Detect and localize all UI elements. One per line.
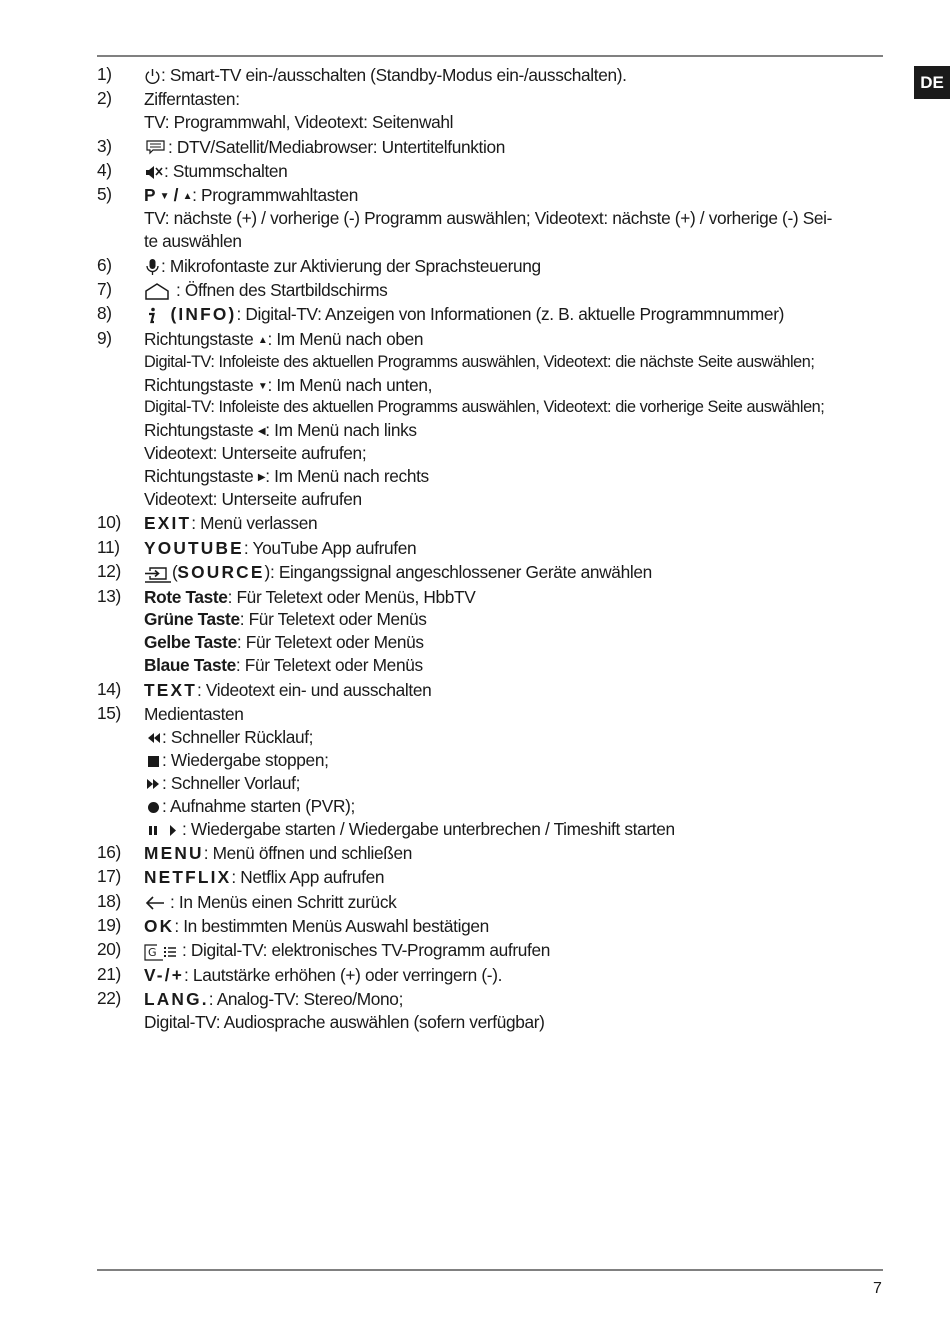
item-number: 11) — [97, 536, 120, 557]
key-separator: / — [173, 185, 179, 206]
item-text: : Schneller Rücklauf; — [162, 726, 314, 747]
program-guide-icon — [144, 943, 182, 961]
list-item — [97, 679, 897, 702]
microphone-icon — [144, 258, 161, 277]
item-text: Videotext: Unterseite aufrufen; — [144, 443, 367, 464]
item-number: 10) — [97, 512, 121, 533]
list-item — [97, 184, 897, 253]
item-text: : Schneller Vorlauf; — [162, 772, 301, 793]
list-item — [97, 842, 897, 865]
list-item — [97, 586, 897, 678]
item-text: TV: Programmwahl, Videotext: Seitenwahl — [144, 112, 454, 133]
item-number: 7) — [97, 279, 112, 300]
input-source-icon — [144, 565, 172, 583]
key-label: NETFLIX — [144, 867, 232, 888]
triangle-up-icon: ▲ — [257, 334, 268, 346]
mute-icon — [144, 164, 164, 181]
bottom-rule — [97, 1269, 883, 1271]
list-item — [97, 561, 897, 584]
key-label: EXIT — [144, 513, 192, 534]
list-item — [97, 64, 897, 87]
language-tab: DE — [914, 66, 950, 99]
list-item — [97, 891, 897, 914]
record-icon — [144, 800, 162, 814]
item-number: 5) — [97, 184, 112, 205]
triangle-down-icon: ▼ — [257, 380, 268, 392]
color-key-label: Rote Taste — [144, 586, 228, 607]
item-text: te auswählen — [144, 231, 242, 252]
key-label: MENU — [144, 842, 204, 863]
list-item — [97, 964, 897, 987]
item-text: Richtungstaste — [144, 328, 254, 349]
item-number: 15) — [97, 703, 121, 724]
item-number: 14) — [97, 678, 121, 699]
item-number: 8) — [97, 303, 112, 324]
color-key-label: Grüne Taste — [144, 609, 240, 630]
top-rule — [97, 55, 883, 57]
rewind-icon — [144, 731, 162, 745]
info-icon — [144, 307, 166, 325]
home-icon — [144, 282, 176, 300]
list-item — [97, 303, 897, 326]
item-number: 18) — [97, 890, 121, 911]
list-item — [97, 160, 897, 183]
item-number: 1) — [97, 64, 112, 84]
item-text: Richtungstaste — [144, 420, 254, 441]
item-number: 20) — [97, 939, 121, 960]
item-text: : Für Teletext oder Menüs — [236, 632, 424, 653]
item-text: : Mikrofontaste zur Aktivierung der Sprachsteuerung — [161, 255, 541, 276]
triangle-down-icon: ▼ — [159, 191, 170, 203]
item-number: 12) — [97, 561, 121, 582]
list-item — [97, 988, 897, 1034]
stop-icon — [144, 754, 162, 768]
play-pause-icon — [144, 823, 182, 837]
item-text: ): Eingangssignal angeschlossener Geräte anwählen — [264, 562, 652, 583]
item-number: 9) — [97, 327, 112, 348]
item-text: Digital-TV: Infoleiste des aktuellen Programms auswählen, Videotext: die vorherige Seite auswählen; — [144, 398, 825, 417]
item-text: : Menü verlassen — [191, 513, 318, 534]
list-item — [97, 939, 897, 962]
item-text: : Smart-TV ein-/ausschalten (Standby-Modus ein-/ausschalten). — [161, 65, 627, 85]
key-label: TEXT — [144, 679, 197, 700]
item-text: : In bestimmten Menüs Auswahl bestätigen — [174, 916, 489, 937]
list-item — [97, 88, 897, 134]
item-number: 3) — [97, 135, 112, 156]
item-text: : Aufnahme starten (PVR); — [162, 795, 355, 816]
item-text: ( — [172, 562, 178, 583]
item-text: Richtungstaste — [144, 466, 254, 487]
item-text: : Analog-TV: Stereo/Mono; — [208, 989, 404, 1010]
color-key-label: Blaue Taste — [144, 655, 236, 676]
key-label: YOUTUBE — [144, 537, 244, 558]
item-text: : Lautstärke erhöhen (+) oder verringern (-). — [184, 964, 503, 985]
list-item — [97, 915, 897, 938]
list-item — [97, 512, 897, 535]
list-item — [97, 537, 897, 560]
item-text: : In Menüs einen Schritt zurück — [170, 891, 397, 912]
item-number: 6) — [97, 254, 112, 275]
item-number: 16) — [97, 841, 121, 862]
power-icon — [144, 68, 161, 85]
key-label: P — [144, 185, 156, 206]
remote-control-key-list — [97, 64, 897, 1034]
triangle-right-icon: ▶ — [257, 472, 266, 484]
item-text: : DTV/Satellit/Mediabrowser: Untertitelfunktion — [168, 136, 505, 157]
item-text: : Programmwahltasten — [192, 185, 359, 206]
item-text: : Für Teletext oder Menüs, HbbTV — [227, 586, 476, 607]
key-label: LANG. — [144, 989, 209, 1010]
item-number: 22) — [97, 988, 121, 1009]
item-text: Digital-TV: Infoleiste des aktuellen Programms auswählen, Videotext: die nächste Seite auswählen; — [144, 352, 815, 371]
item-text: : Öffnen des Startbildschirms — [176, 280, 388, 301]
list-item — [97, 136, 897, 159]
color-key-label: Gelbe Taste — [144, 632, 237, 653]
item-number: 13) — [97, 585, 121, 606]
key-label: SOURCE — [177, 562, 265, 583]
item-text: Zifferntasten: — [144, 89, 240, 110]
item-text: : Stummschalten — [164, 161, 288, 182]
key-label: (INFO) — [170, 304, 237, 325]
list-item — [97, 703, 897, 840]
subtitle-icon — [144, 139, 168, 157]
item-text: : Im Menü nach links — [265, 420, 417, 441]
item-text: : Wiedergabe starten / Wiedergabe unterbrechen / Timeshift starten — [182, 818, 675, 839]
item-text: : Für Teletext oder Menüs — [235, 655, 423, 676]
list-item — [97, 328, 897, 511]
list-item — [97, 255, 897, 278]
key-label: OK — [144, 916, 175, 937]
item-number: 17) — [97, 866, 121, 887]
item-number: 21) — [97, 963, 121, 984]
item-number: 2) — [97, 88, 112, 109]
item-number: 19) — [97, 915, 121, 936]
item-text: Richtungstaste — [144, 374, 254, 395]
item-text: : Wiedergabe stoppen; — [162, 749, 329, 770]
list-item — [97, 866, 897, 889]
item-text: Medientasten — [144, 704, 244, 725]
item-text: : Im Menü nach rechts — [265, 466, 429, 487]
item-text: : Für Teletext oder Menüs — [239, 609, 427, 630]
item-text: : Im Menü nach unten, — [267, 374, 433, 395]
svg-text:G: G — [148, 945, 157, 959]
triangle-up-icon: ▲ — [182, 191, 193, 203]
item-text: : YouTube App aufrufen — [243, 537, 417, 558]
item-text: : Videotext ein- und ausschalten — [196, 679, 432, 700]
triangle-left-icon: ◀ — [257, 426, 266, 438]
item-text: : Im Menü nach oben — [267, 328, 424, 349]
list-item — [97, 279, 897, 302]
item-text: Digital-TV: Audiosprache auswählen (sofern verfügbar) — [144, 1012, 545, 1033]
item-text: Videotext: Unterseite aufrufen — [144, 489, 362, 510]
item-text: : Menü öffnen und schließen — [203, 842, 412, 863]
fast-forward-icon — [144, 777, 162, 791]
item-text: TV: nächste (+) / vorherige (-) Programm auswählen; Videotext: nächste (+) / vorherige (-) Sei- — [144, 208, 833, 229]
page-number: 7 — [873, 1280, 882, 1297]
item-text: : Digital-TV: elektronisches TV-Programm aufrufen — [182, 940, 550, 961]
back-arrow-icon — [144, 895, 170, 911]
item-text: : Digital-TV: Anzeigen von Informationen (z. B. aktuelle Programmnummer) — [236, 304, 785, 325]
key-label: V-/+ — [144, 964, 185, 985]
item-text: : Netflix App aufrufen — [231, 867, 385, 888]
item-number: 4) — [97, 160, 112, 181]
